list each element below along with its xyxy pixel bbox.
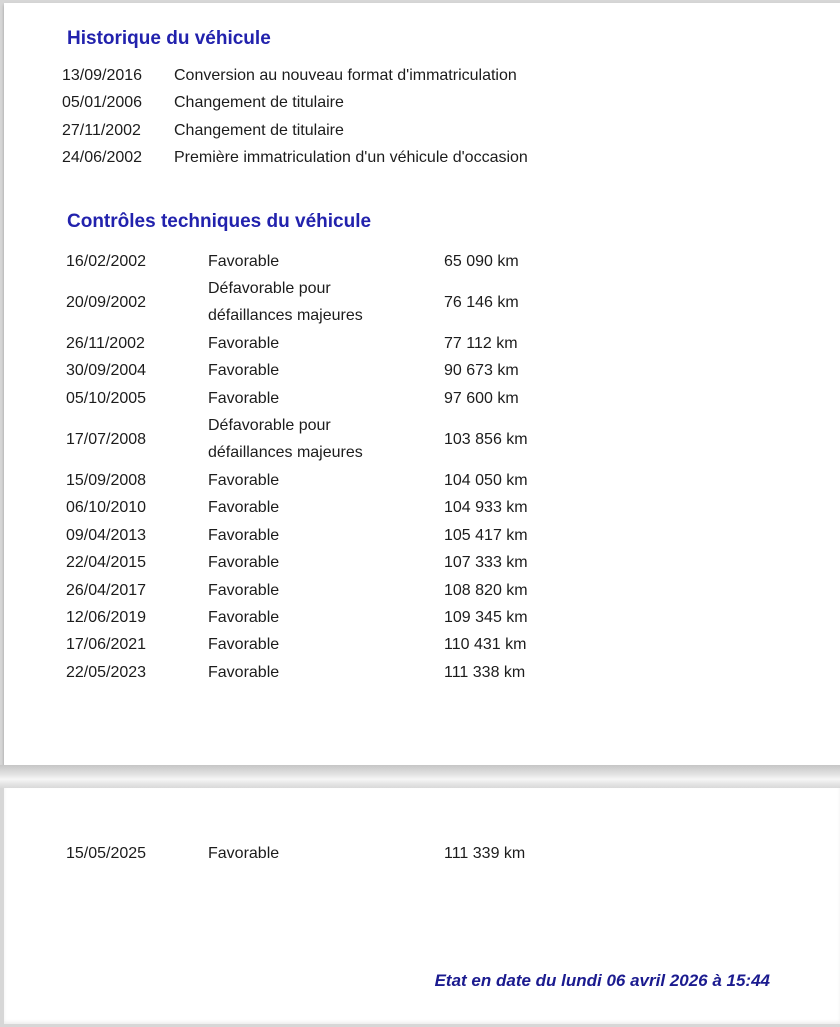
inspection-mileage: 104 050 km — [444, 471, 528, 489]
history-entry-date: 24/06/2002 — [62, 149, 143, 167]
inspection-result: Favorable — [208, 499, 280, 517]
inspection-row — [4, 385, 840, 412]
inspection-row — [4, 494, 840, 521]
inspection-row — [4, 549, 840, 576]
document-page-1 — [4, 3, 840, 765]
inspection-result: Défavorable pour défaillances majeures — [208, 417, 363, 462]
inspection-row — [4, 467, 840, 494]
inspection-date: 05/10/2005 — [66, 389, 147, 407]
inspection-row — [4, 604, 840, 631]
inspection-mileage: 90 673 km — [444, 362, 519, 380]
inspection-date: 26/04/2017 — [66, 581, 147, 599]
inspection-date: 15/05/2025 — [66, 845, 147, 862]
inspection-result: Favorable — [208, 608, 280, 626]
inspections-table-continued — [4, 788, 840, 867]
inspection-date: 16/02/2002 — [66, 252, 147, 270]
history-entry — [4, 62, 840, 89]
inspection-result: Favorable — [208, 471, 280, 489]
inspection-row — [4, 357, 840, 384]
inspection-result: Favorable — [208, 334, 280, 352]
history-list — [4, 62, 840, 172]
inspection-date: 15/09/2008 — [66, 471, 147, 489]
inspection-mileage: 110 431 km — [444, 636, 527, 654]
inspection-date: 12/06/2019 — [66, 608, 147, 626]
inspection-result: Favorable — [208, 554, 280, 572]
inspection-row — [4, 631, 840, 658]
inspection-mileage: 65 090 km — [444, 252, 519, 270]
history-section-title: Historique du véhicule — [67, 28, 271, 49]
inspection-mileage: 103 856 km — [444, 430, 528, 448]
inspection-mileage: 108 820 km — [444, 581, 528, 599]
inspection-mileage: 111 339 km — [444, 845, 526, 862]
inspection-date: 22/04/2015 — [66, 554, 147, 572]
history-entry-date: 27/11/2002 — [62, 121, 141, 139]
history-entry-event: Changement de titulaire — [174, 121, 344, 139]
inspection-row — [4, 577, 840, 604]
inspection-result: Favorable — [208, 526, 280, 544]
inspection-mileage: 107 333 km — [444, 554, 528, 572]
inspection-result: Favorable — [208, 389, 280, 407]
inspection-row — [4, 412, 840, 467]
inspection-result: Favorable — [208, 636, 280, 654]
history-entry-date: 13/09/2016 — [62, 67, 143, 84]
history-entry-event: Conversion au nouveau format d'immatriculation — [174, 67, 517, 84]
inspection-mileage: 109 345 km — [444, 608, 528, 626]
inspection-date: 30/09/2004 — [66, 362, 147, 380]
history-entry-event: Changement de titulaire — [174, 94, 344, 112]
inspection-date: 26/11/2002 — [66, 334, 145, 352]
inspection-row — [4, 248, 840, 275]
history-entry — [4, 144, 840, 171]
inspection-row — [4, 330, 840, 357]
inspection-date: 06/10/2010 — [66, 499, 147, 517]
inspection-date: 17/07/2008 — [66, 430, 147, 448]
inspection-result: Favorable — [208, 362, 280, 380]
inspection-mileage: 76 146 km — [444, 293, 519, 311]
inspection-mileage: 97 600 km — [444, 389, 519, 407]
inspection-date: 09/04/2013 — [66, 526, 147, 544]
inspection-date: 22/05/2023 — [66, 663, 147, 681]
inspection-date: 17/06/2021 — [66, 636, 147, 654]
history-entry-date: 05/01/2006 — [62, 94, 143, 112]
inspections-section-title: Contrôles techniques du véhicule — [67, 210, 372, 232]
history-entry — [4, 117, 840, 144]
report-date-footer: Etat en date du lundi 06 avril 2026 à 15:44 — [434, 971, 770, 991]
inspection-mileage: 104 933 km — [444, 499, 528, 517]
inspection-mileage: 77 112 km — [444, 334, 518, 352]
inspection-result: Défavorable pour défaillances majeures — [208, 280, 363, 325]
inspections-table — [4, 248, 840, 687]
inspection-mileage: 111 338 km — [444, 663, 526, 681]
inspection-result: Favorable — [208, 252, 280, 270]
inspection-result: Favorable — [208, 581, 280, 599]
history-entry-event: Première immatriculation d'un véhicule d'occasion — [174, 149, 528, 167]
inspection-row — [4, 659, 840, 686]
inspection-date: 20/09/2002 — [66, 293, 147, 311]
document-page-2 — [4, 788, 840, 1024]
history-entry — [4, 89, 840, 116]
inspection-result: Favorable — [208, 845, 280, 862]
inspection-mileage: 105 417 km — [444, 526, 528, 544]
inspection-result: Favorable — [208, 663, 280, 681]
inspection-row — [4, 275, 840, 330]
inspection-row — [4, 522, 840, 549]
inspection-row — [4, 840, 840, 867]
page-break-gap — [0, 765, 840, 788]
